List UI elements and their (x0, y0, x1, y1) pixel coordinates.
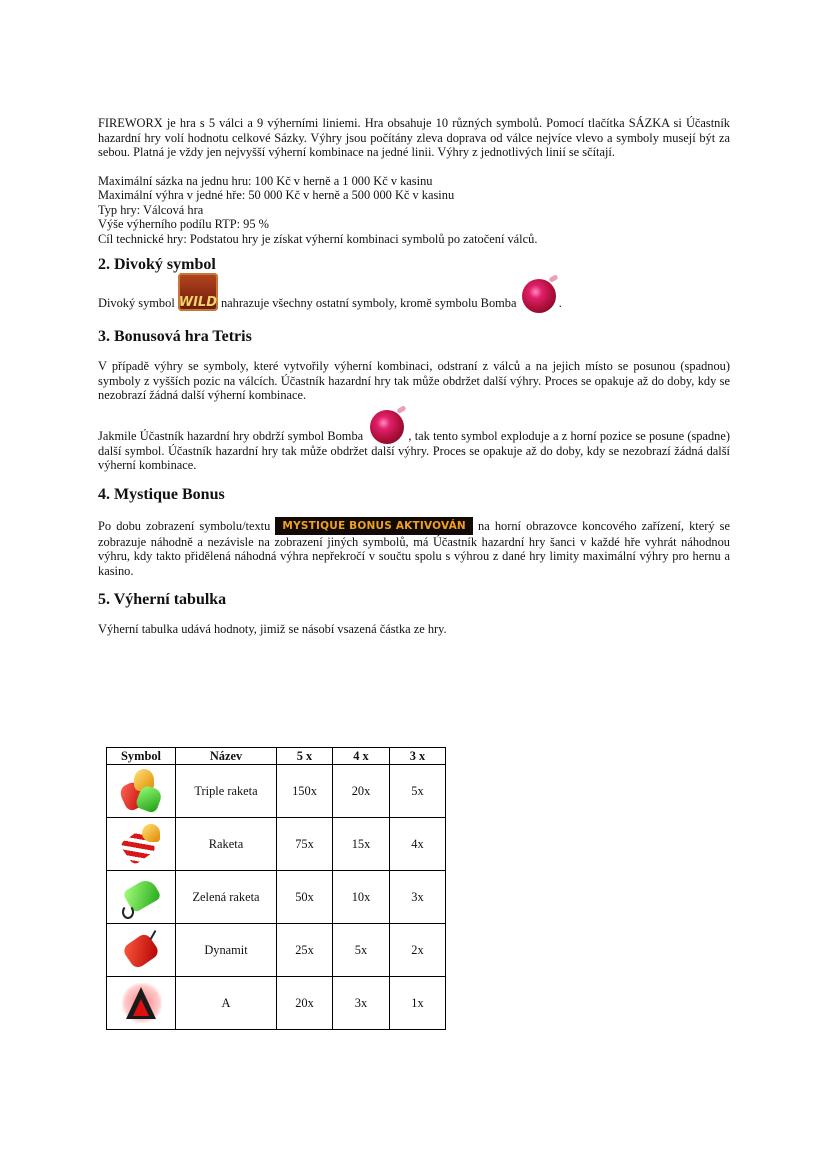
fact-max-bet: Maximální sázka na jednu hru: 100 Kč v herně a 1 000 Kč v kasinu (98, 173, 433, 188)
letter-a-icon (118, 981, 164, 1025)
header-symbol: Symbol (107, 748, 176, 765)
wild-paragraph (98, 273, 730, 323)
section-heading-tetris: 3. Bonusová hra Tetris (98, 328, 252, 345)
symbol-cell (107, 871, 176, 924)
mystique-bonus-badge: MYSTIQUE BONUS AKTIVOVÁN (275, 517, 472, 535)
wild-symbol-icon (178, 273, 218, 311)
fact-rtp: Výše výherního podílu RTP: 95 % (98, 217, 269, 231)
payout-4x: 20x (333, 765, 390, 818)
fact-goal: Cíl technické hry: Podstatou hry je získat výherní kombinaci symbolů po zatočení válců. (98, 231, 538, 246)
rocket-icon (118, 822, 164, 866)
triple-rocket-icon (118, 769, 164, 813)
intro-paragraph: FIREWORX je hra s 5 válci a 9 výherními liniemi. Hra obsahuje 10 různých symbolů. Pomocí tlačítka SÁZKA si Účastník hazardní hry volí hodnotu celkové Sázky. Výhry jsou počítány zleva doprava od válce nejvíce vlevo a symboly musejí být za sebou. Platná je vždy jen nejvyšší výherní kombinace na jedné linii. Výhry z jednotlivých linií se sčítají. (98, 116, 730, 159)
table-row (107, 818, 446, 871)
section-heading-paytable: 5. Výherní tabulka (98, 591, 227, 608)
payout-4x: 10x (333, 871, 390, 924)
payout-5x: 50x (277, 871, 333, 924)
payout-5x: 25x (277, 924, 333, 977)
table-row (107, 977, 446, 1030)
fact-max-win: Maximální výhra v jedné hře: 50 000 Kč v herně a 500 000 Kč v kasinu (98, 188, 455, 202)
bomb-icon (370, 410, 404, 444)
name-cell: Dynamit (176, 924, 277, 977)
paytable-header-row (107, 748, 446, 765)
tetris-paragraph-1: V případě výhry se symboly, které vytvořily výherní kombinaci, odstraní z válců a na jejich místo se posunou (spadnou) symboly z vyšších pozic na válcích. Účastník hazardní hry tak může obdržet další výhry. Proces se opakuje až do doby, kdy se nezobrazí žádná další výherní kombinace. (98, 359, 730, 402)
section-heading-wild: 2. Divoký symbol (98, 256, 216, 273)
payout-4x: 15x (333, 818, 390, 871)
tetris-text-after-bomb: , tak tento symbol exploduje a z horní pozice se posune (spadne) další symbol. Účastník hazardní hry tak může obdržet další výhry. Proces se opakuje až do doby, kdy se nezobrazí žádná další výherní kombinace. (98, 428, 730, 472)
payout-3x: 1x (390, 977, 446, 1030)
payout-5x: 75x (277, 818, 333, 871)
payout-3x: 4x (390, 818, 446, 871)
section-heading-mystique: 4. Mystique Bonus (98, 485, 225, 503)
header-4x: 4 x (333, 748, 390, 765)
mystique-paragraph (98, 517, 730, 579)
payout-3x: 5x (390, 765, 446, 818)
payout-3x: 3x (390, 871, 446, 924)
green-rocket-icon (118, 875, 164, 919)
symbol-cell (107, 765, 176, 818)
bomb-icon (522, 279, 556, 313)
header-name: Název (176, 748, 277, 765)
name-cell: A (176, 977, 277, 1030)
name-cell: Raketa (176, 818, 277, 871)
symbol-cell (107, 977, 176, 1030)
fact-game-type: Typ hry: Válcová hra (98, 202, 204, 217)
symbol-cell (107, 818, 176, 871)
wild-text-end: . (558, 296, 562, 310)
payout-4x: 5x (333, 924, 390, 977)
mystique-text-after: na horní obrazovce koncového zařízení, který se zobrazuje náhodně a nezávisle na zobrazení jiných symbolů, má Účastník hazardní hry šanci v každé hře vyhrát náhodnou výhru, kdy takto přidělená náhodná výhra nepřekročí v součtu spolu s výhrou z dané hry limity maximální výhry pro hernu a kasino. (98, 518, 730, 578)
mystique-text-before: Po dobu zobrazení symbolu/textu (98, 518, 271, 533)
header-5x: 5 x (277, 748, 333, 765)
wild-text-after: nahrazuje všechny ostatní symboly, kromě symbolu Bomba (220, 296, 517, 310)
tetris-paragraph-2 (98, 410, 730, 473)
name-cell: Triple raketa (176, 765, 277, 818)
name-cell: Zelená raketa (176, 871, 277, 924)
header-3x: 3 x (390, 748, 446, 765)
wild-text-before: Divoký symbol (98, 296, 175, 310)
tetris-text-before-bomb: Jakmile Účastník hazardní hry obdrží symbol Bomba (98, 428, 364, 443)
symbol-cell (107, 924, 176, 977)
table-row (107, 924, 446, 977)
payout-5x: 150x (277, 765, 333, 818)
document-page (98, 116, 730, 637)
payout-5x: 20x (277, 977, 333, 1030)
paytable (106, 747, 446, 1030)
paytable-paragraph: Výherní tabulka udává hodnoty, jimiž se násobí vsazená částka ze hry. (98, 622, 447, 636)
table-row (107, 871, 446, 924)
wild-icon-label: WILD (178, 295, 217, 310)
payout-4x: 3x (333, 977, 390, 1030)
table-row (107, 765, 446, 818)
payout-3x: 2x (390, 924, 446, 977)
dynamite-icon (118, 928, 164, 972)
